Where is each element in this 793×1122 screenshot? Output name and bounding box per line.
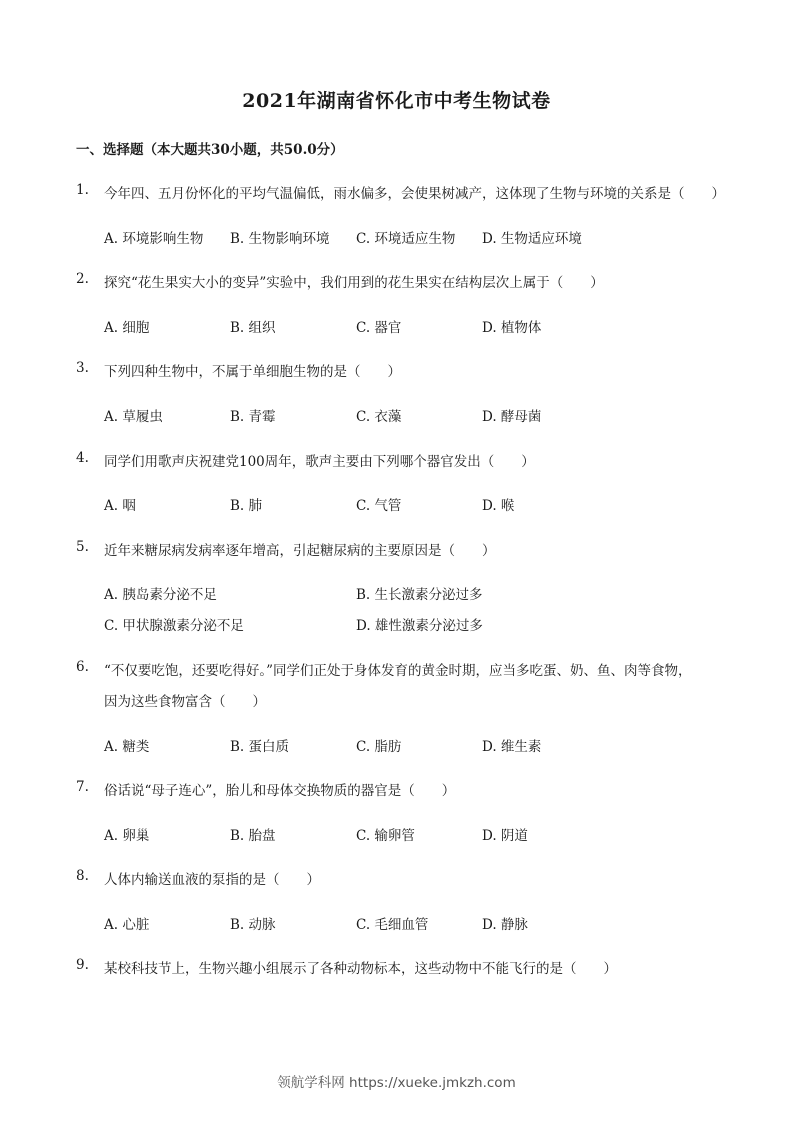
option-d: D. 静脉 [482, 917, 528, 933]
option-d: D. 生物适应环境 [482, 231, 582, 247]
question-text: 人体内输送血液的泵指的是（ ） [104, 872, 320, 888]
option-c: C. 脂肪 [356, 739, 402, 755]
footer-watermark: 领航学科网 https://xueke.jmkzh.com [277, 1075, 516, 1091]
question-number: 1. [76, 182, 89, 198]
question-number: 6. [76, 659, 89, 675]
option-d: D. 阴道 [482, 828, 528, 844]
question-text: 下列四种生物中，不属于单细胞生物的是（ ） [104, 364, 401, 380]
option-d: D. 酵母菌 [482, 409, 542, 425]
question-number: 5. [76, 539, 89, 555]
question-number: 2. [76, 271, 89, 287]
question-text: 同学们用歌声庆祝建党100周年，歌声主要由下列哪个器官发出（ ） [104, 454, 535, 470]
option-c: C. 衣藻 [356, 409, 402, 425]
section-heading: 一、选择题（本大题共30小题，共50.0分） [76, 142, 344, 158]
page-title: 2021年湖南省怀化市中考生物试卷 [242, 90, 551, 112]
question-number: 3. [76, 360, 89, 376]
option-c: C. 甲状腺激素分泌不足 [104, 618, 244, 634]
option-b: B. 肺 [230, 498, 263, 514]
option-b: B. 蛋白质 [230, 739, 290, 755]
option-a: A. 胰岛素分泌不足 [104, 587, 217, 603]
question-text: 今年四、五月份怀化的平均气温偏低，雨水偏多，会使果树减产，这体现了生物与环境的关系是（ ） [104, 186, 725, 202]
option-a: A. 草履虫 [104, 409, 163, 425]
question-number: 9. [76, 957, 89, 973]
option-b: B. 青霉 [230, 409, 276, 425]
option-a: A. 卵巢 [104, 828, 150, 844]
option-b: B. 生物影响环境 [230, 231, 330, 247]
question-number: 8. [76, 868, 89, 884]
question-text: 俗话说“母子连心”，胎儿和母体交换物质的器官是（ ） [104, 783, 456, 799]
option-a: A. 咽 [104, 498, 136, 514]
option-d: D. 喉 [482, 498, 515, 514]
option-a: A. 环境影响生物 [104, 231, 204, 247]
option-b: B. 胎盘 [230, 828, 276, 844]
question-number: 7. [76, 779, 89, 795]
question-text-continued: 因为这些食物富含（ ） [104, 694, 266, 710]
option-b: B. 生长激素分泌过多 [356, 587, 483, 603]
option-a: A. 心脏 [104, 917, 150, 933]
question-text: “不仅要吃饱，还要吃得好。”同学们正处于身体发育的黄金时期，应当多吃蛋、奶、鱼、肉等食物， [104, 663, 692, 679]
question-number: 4. [76, 450, 89, 466]
option-b: B. 组织 [230, 320, 276, 336]
question-text: 探究“花生果实大小的变异”实验中，我们用到的花生果实在结构层次上属于（ ） [104, 275, 604, 291]
option-d: D. 维生素 [482, 739, 542, 755]
option-a: A. 细胞 [104, 320, 150, 336]
question-text: 近年来糖尿病发病率逐年增高，引起糖尿病的主要原因是（ ） [104, 543, 496, 559]
question-text: 某校科技节上，生物兴趣小组展示了各种动物标本，这些动物中不能飞行的是（ ） [104, 961, 617, 977]
option-c: C. 气管 [356, 498, 402, 514]
option-c: C. 输卵管 [356, 828, 415, 844]
option-d: D. 雄性激素分泌过多 [356, 618, 483, 634]
option-d: D. 植物体 [482, 320, 542, 336]
option-c: C. 器官 [356, 320, 402, 336]
option-a: A. 糖类 [104, 739, 150, 755]
option-c: C. 毛细血管 [356, 917, 429, 933]
option-c: C. 环境适应生物 [356, 231, 456, 247]
option-b: B. 动脉 [230, 917, 276, 933]
